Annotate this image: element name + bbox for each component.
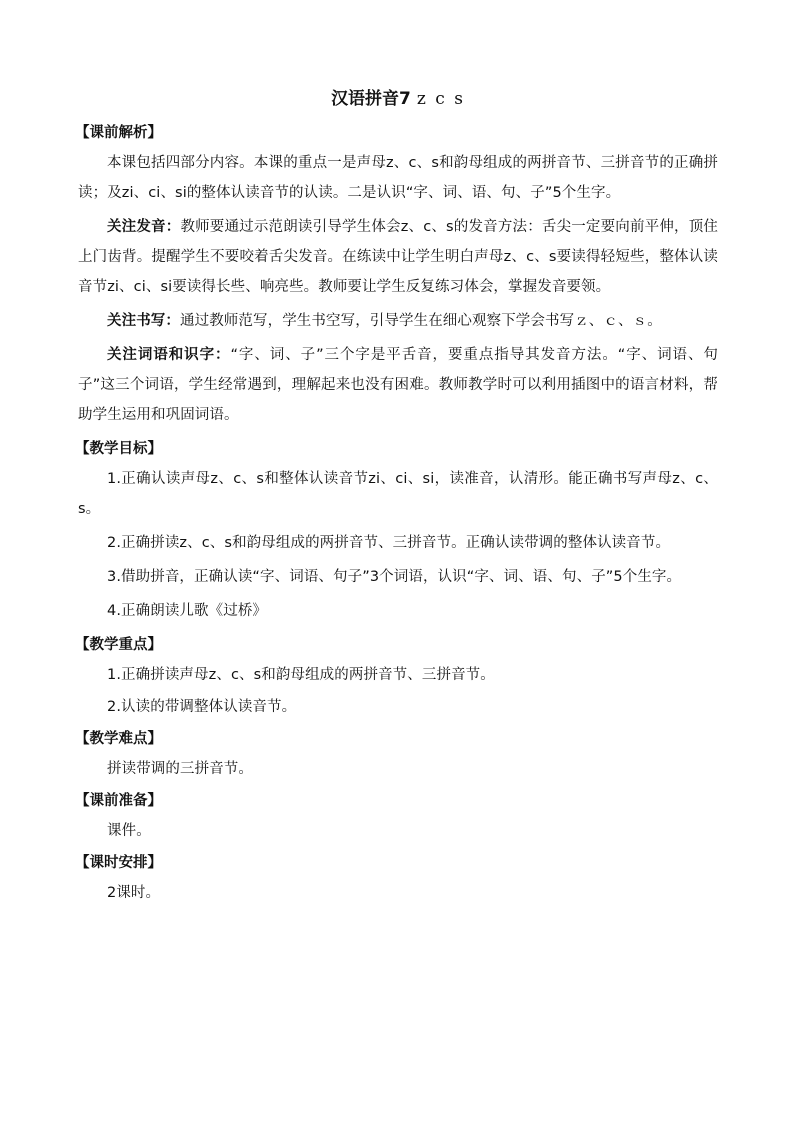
paragraph-text: 教师要通过示范朗读引导学生体会z、c、s的发音方法：舌尖一定要向前平伸，顶住上门齿背。提醒学生不要咬着舌尖发音。在练读中让学生明白声母z、c、s要读得轻短些，整体认读音节zi、ci、si要读得长些、响亮些。教师要让学生反复练习体会，掌握发音要领。 [78, 219, 719, 295]
paragraph [78, 692, 718, 722]
document-title [78, 86, 718, 112]
title-text: 汉语拼音7 [331, 89, 411, 109]
paragraph-text: 2课时。 [107, 885, 161, 901]
paragraph [78, 340, 718, 430]
section-heading-schedule: 【课时安排】 [75, 855, 162, 871]
paragraph-text: 拼读带调的三拼音节。 [107, 761, 253, 777]
section-heading-key-points: 【教学重点】 [75, 637, 162, 653]
section-heading-pre-lesson-analysis: 【课前解析】 [75, 125, 162, 141]
paragraph-text: 4.正确朗读儿歌《过桥》 [107, 603, 268, 619]
paragraph [78, 464, 718, 524]
paragraph [78, 562, 718, 592]
title-pinyin: z c s [416, 89, 465, 109]
paragraph-text: 1.正确认读声母z、c、s和整体认读音节zi、ci、si，读准音，认清形。能正确书写声母z、c、s。 [78, 471, 718, 517]
paragraph-lead: 关注发音： [107, 219, 181, 235]
paragraph-text: 2.认读的带调整体认读音节。 [107, 699, 297, 715]
paragraph [78, 148, 718, 208]
paragraph-text: 3.借助拼音，正确认读“字、词语、句子”3个词语，认识“字、词、语、句、子”5个生字。 [107, 569, 682, 585]
paragraph-text: 课件。 [107, 823, 151, 839]
paragraph [78, 306, 718, 336]
paragraph [78, 212, 718, 302]
paragraph-text: “字、词、子”三个字是平舌音，要重点指导其发音方法。“字、词语、句子”这三个词语，学生经常遇到，理解起来也没有困难。教师教学时可以利用插图中的语言材料，帮助学生运用和巩固词语。 [78, 347, 718, 423]
paragraph-text: 1.正确拼读声母z、c、s和韵母组成的两拼音节、三拼音节。 [107, 667, 495, 683]
section-heading-difficult-points: 【教学难点】 [75, 731, 162, 747]
paragraph [78, 878, 718, 908]
paragraph [78, 816, 718, 846]
paragraph-lead: 关注词语和识字： [107, 347, 231, 363]
paragraph [78, 754, 718, 784]
section-heading-preparation: 【课前准备】 [75, 793, 162, 809]
paragraph-lead: 关注书写： [107, 313, 180, 329]
paragraph [78, 596, 718, 626]
paragraph-text: 通过教师范写，学生书空写，引导学生在细心观察下学会书写ｚ、ｃ、ｓ。 [180, 313, 662, 329]
paragraph [78, 660, 718, 690]
paragraph [78, 528, 718, 558]
paragraph-text: 本课包括四部分内容。本课的重点一是声母z、c、s和韵母组成的两拼音节、三拼音节的正确拼读；及zi、ci、si的整体认读音节的认读。二是认识“字、词、语、句、子”5个生字。 [78, 155, 718, 201]
document-page [75, 86, 719, 910]
paragraph-text: 2.正确拼读z、c、s和韵母组成的两拼音节、三拼音节。正确认读带调的整体认读音节。 [107, 535, 671, 551]
section-heading-teaching-goals: 【教学目标】 [75, 441, 162, 457]
